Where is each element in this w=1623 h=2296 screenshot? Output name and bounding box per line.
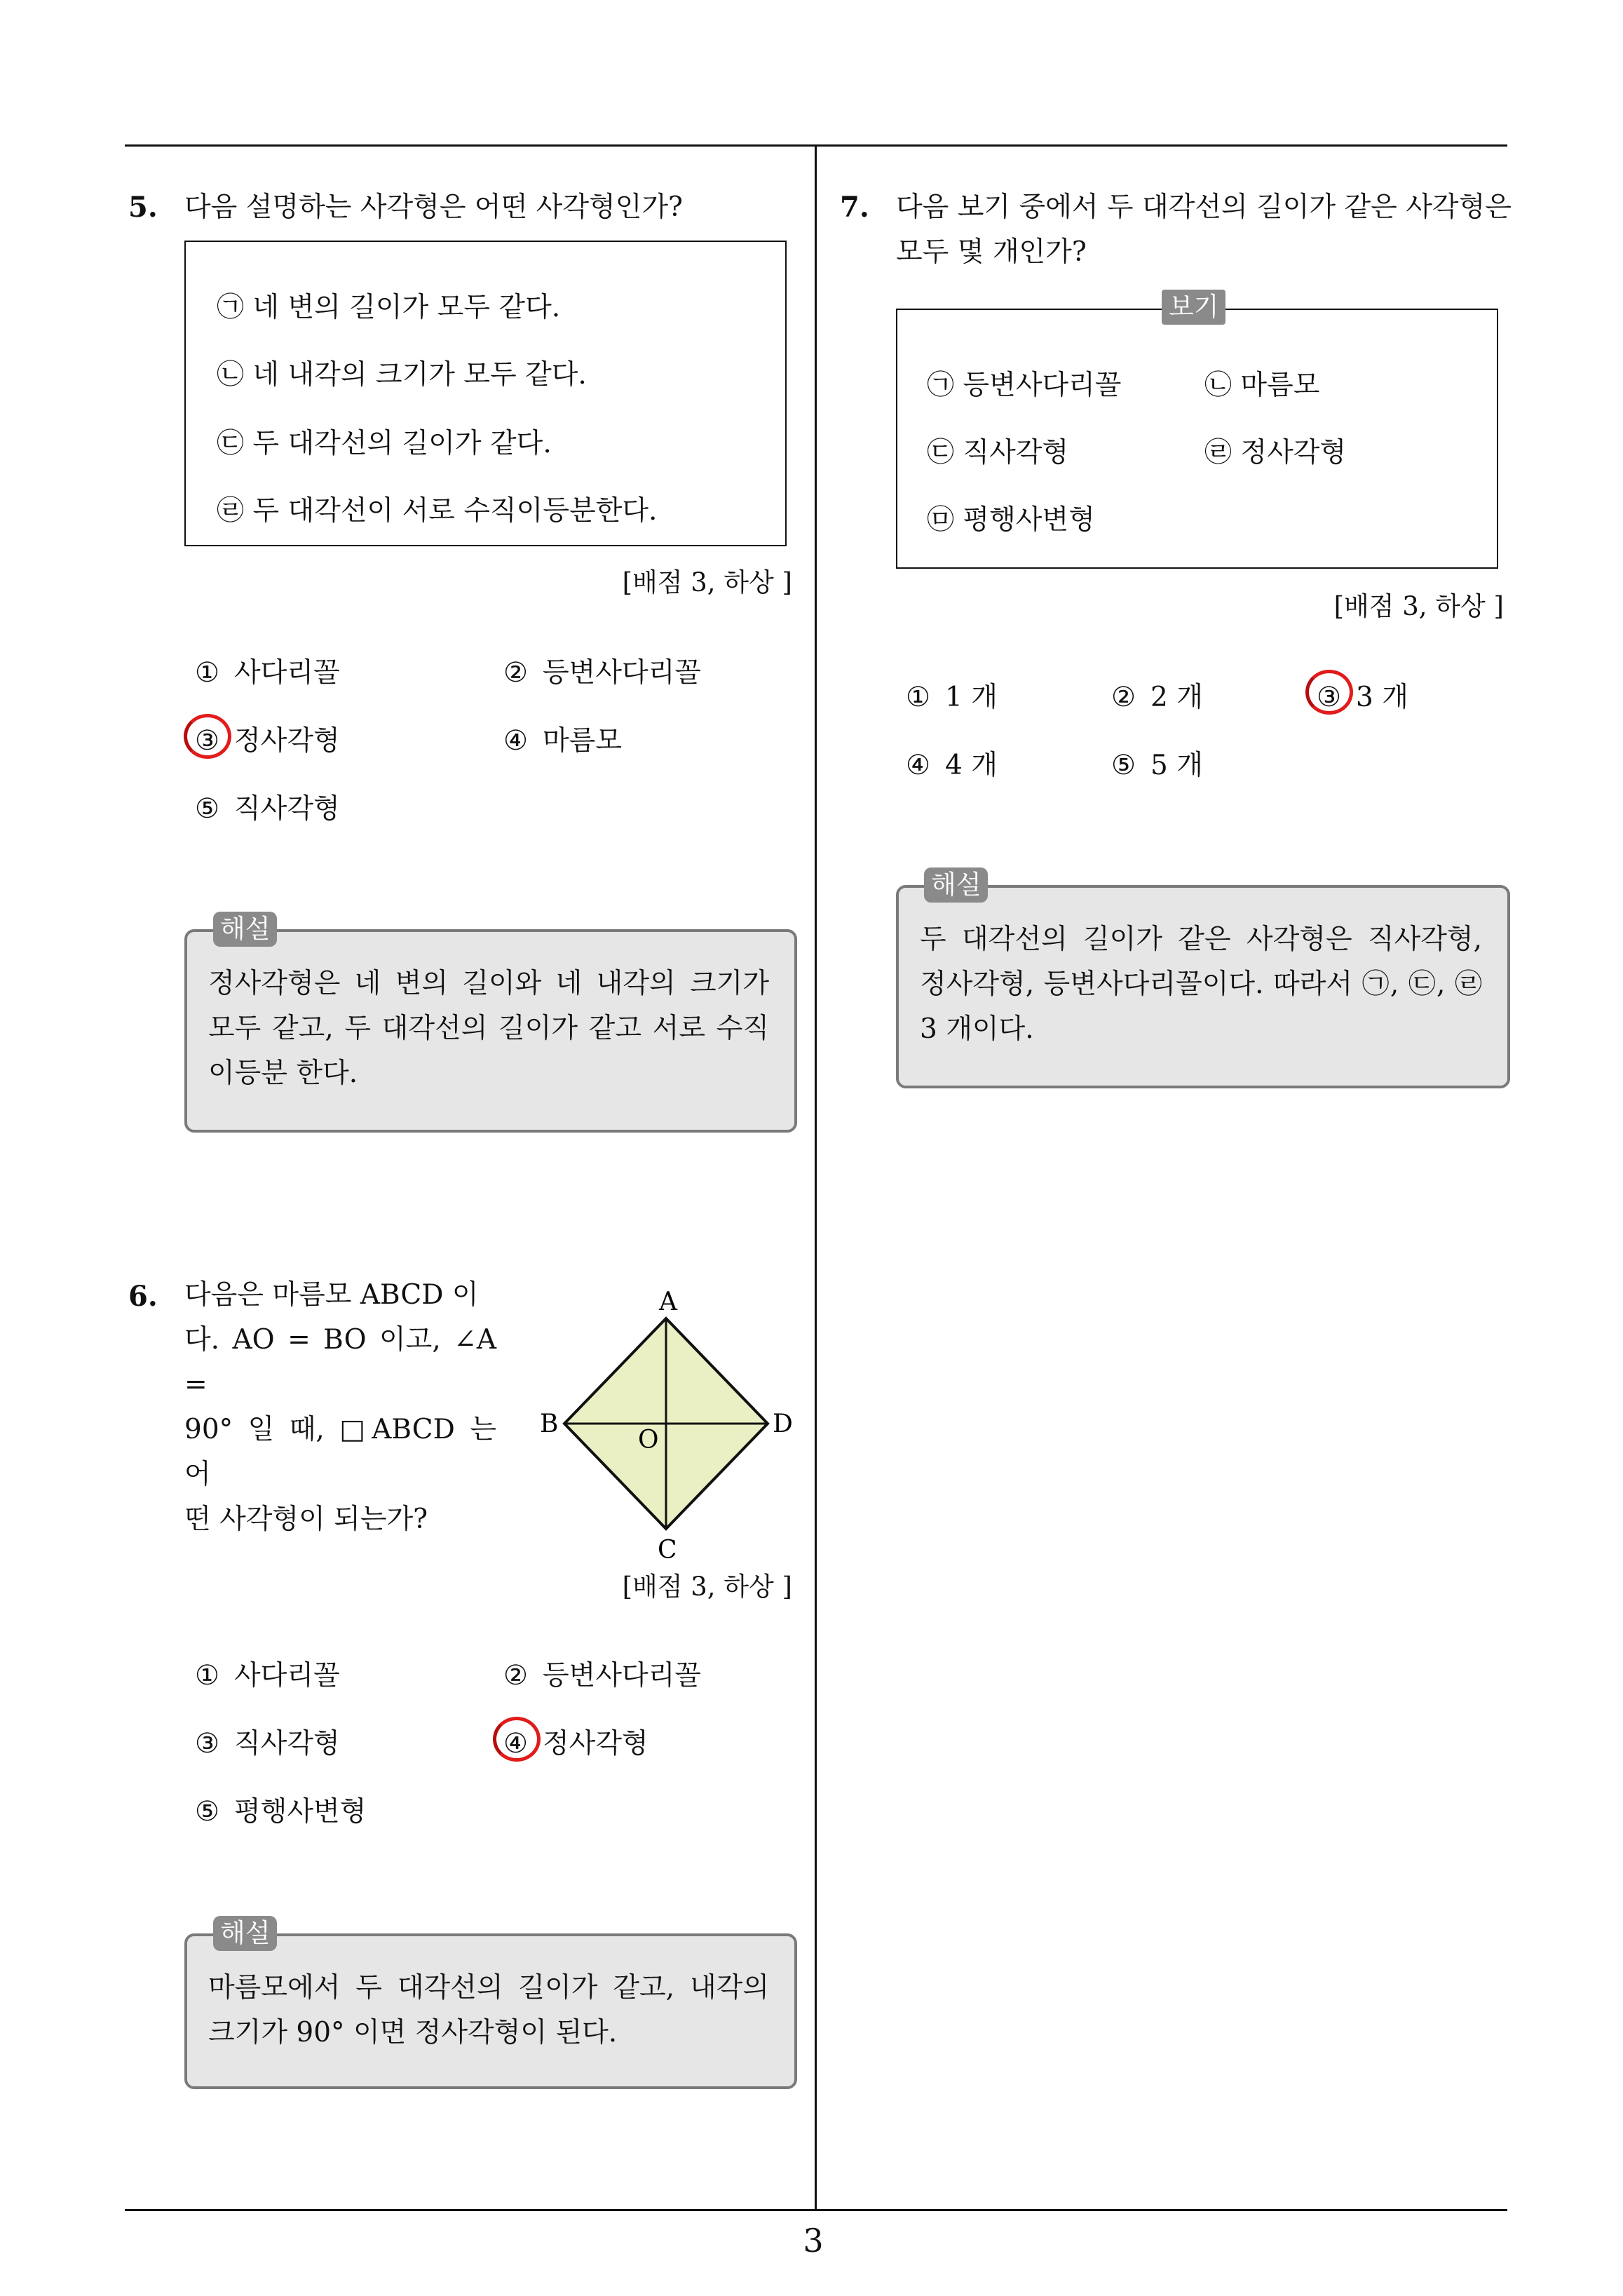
q6-option-3[interactable]: ③ 직사각형 <box>195 1728 340 1760</box>
q7-explanation-label: 해설 <box>924 867 988 903</box>
q6-question-line-2: 다. AO = BO 이고, ∠A = <box>184 1324 496 1400</box>
q6-explanation-text: 마름모에서 두 대각선의 길이가 같고, 내각의 크기가 90° 이면 정사각형이 된다. <box>208 1972 769 2048</box>
q5-score: [배점 3, 하상 ] <box>622 567 792 597</box>
q7-option-3[interactable]: ③ 3 개 <box>1317 682 1408 713</box>
page-number: 3 <box>803 2222 824 2260</box>
q6-question <box>184 1273 496 1542</box>
label-b: B <box>540 1410 559 1438</box>
q7-bogi-item-1: ㉠ 등변사다리꼴 <box>927 370 1122 401</box>
q7-bogi-item-3: ㉢ 직사각형 <box>927 437 1069 468</box>
q7-option-2[interactable]: ② 2 개 <box>1111 682 1203 713</box>
q7-explanation-box <box>896 885 1510 1088</box>
q7-bogi-label: 보기 <box>1162 290 1225 325</box>
q5-option-4[interactable]: ④ 마름모 <box>503 725 623 757</box>
q5-option-3[interactable]: ③ 정사각형 <box>195 725 340 757</box>
q5-condition-2: ㉡ 네 내각의 크기가 모두 같다. <box>217 359 587 391</box>
q5-answer-mark <box>184 714 231 759</box>
q7-option-4[interactable]: ④ 4 개 <box>906 750 998 781</box>
q5-question: 다음 설명하는 사각형은 어떤 사각형인가? <box>184 191 683 223</box>
rhombus-figure <box>533 1276 806 1571</box>
q7-bogi-box <box>896 309 1498 569</box>
q7-bogi-item-2: ㉡ 마름모 <box>1204 370 1320 401</box>
q5-condition-box <box>184 241 787 546</box>
q5-explanation-box <box>184 929 797 1133</box>
q6-option-4[interactable]: ④ 정사각형 <box>503 1728 648 1760</box>
q6-explanation-box <box>184 1933 797 2089</box>
q5-option-2[interactable]: ② 등변사다리꼴 <box>503 657 702 689</box>
q5-condition-4: ㉣ 두 대각선이 서로 수직이등분한다. <box>217 495 658 527</box>
q7-bogi-item-5: ㉤ 평행사변형 <box>927 504 1095 536</box>
q6-option-1[interactable]: ① 사다리꼴 <box>195 1660 340 1691</box>
q5-number: 5. <box>128 191 158 224</box>
q7-number: 7. <box>840 191 869 224</box>
q5-condition-3: ㉢ 두 대각선의 길이가 같다. <box>217 428 552 459</box>
label-c: C <box>658 1536 677 1565</box>
q7-question-line-1: 다음 보기 중에서 두 대각선의 길이가 같은 사각형은 <box>896 191 1512 223</box>
q5-option-1[interactable]: ① 사다리꼴 <box>195 657 340 689</box>
q7-option-1[interactable]: ① 1 개 <box>906 682 998 713</box>
label-a: A <box>659 1288 677 1316</box>
q7-explanation-text: 두 대각선의 길이가 같은 사각형은 직사각형, 정사각형, 등변사다리꼴이다. 따라서 ㉠, ㉢, ㉣ 3 개이다. <box>920 924 1482 1045</box>
column-divider <box>815 144 817 2211</box>
q6-option-2[interactable]: ② 등변사다리꼴 <box>503 1660 702 1691</box>
q6-score: [배점 3, 하상 ] <box>622 1572 792 1602</box>
q6-question-line-4: 떤 사각형이 되는가? <box>184 1504 428 1535</box>
q6-question-line-3: 90° 일 때, □ABCD 는 어 <box>184 1414 496 1490</box>
q6-answer-mark <box>493 1717 541 1762</box>
q5-option-5[interactable]: ⑤ 직사각형 <box>195 793 340 825</box>
bottom-rule <box>125 2209 1507 2211</box>
q6-explanation-label: 해설 <box>213 1916 277 1951</box>
q7-question <box>896 185 1513 275</box>
q5-explanation-text: 정사각형은 네 변의 길이와 네 내각의 크기가 모두 같고, 두 대각선의 길이가 같고 서로 수직이등분 한다. <box>208 968 769 1089</box>
q5-explanation-label: 해설 <box>213 912 277 947</box>
q7-question-line-2: 모두 몇 개인가? <box>896 236 1087 268</box>
q6-question-line-1: 다음은 마름모 ABCD 이 <box>184 1279 479 1311</box>
q7-answer-mark <box>1305 670 1353 715</box>
label-d: D <box>773 1410 793 1438</box>
q7-score: [배점 3, 하상 ] <box>1333 591 1504 621</box>
label-o: O <box>638 1426 659 1454</box>
q7-option-5[interactable]: ⑤ 5 개 <box>1111 750 1203 781</box>
q7-bogi-item-4: ㉣ 정사각형 <box>1204 437 1347 468</box>
q6-number: 6. <box>128 1280 158 1313</box>
q5-condition-1: ㉠ 네 변의 길이가 모두 같다. <box>217 292 561 323</box>
q6-option-5[interactable]: ⑤ 평행사변형 <box>195 1796 367 1828</box>
